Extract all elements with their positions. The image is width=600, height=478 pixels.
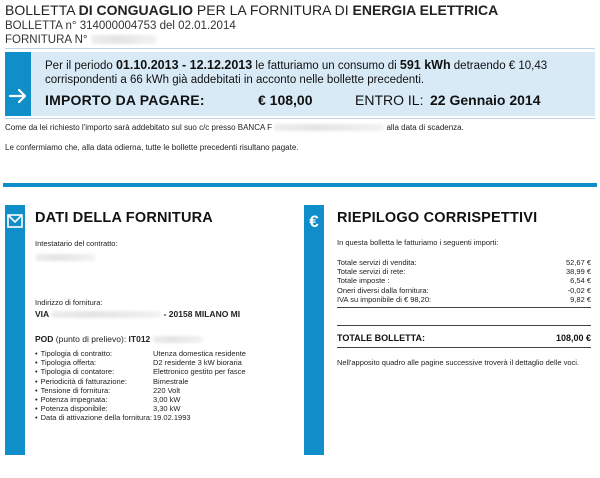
detail-label: • Tipologia di contatore:: [35, 367, 153, 376]
detail-value: 19.02.1993: [153, 413, 191, 423]
summary-footer-note: Nell'apposito quadro alle pagine successive troverà il dettaglio delle voci.: [337, 358, 579, 367]
detail-contract-type: [35, 349, 246, 358]
summary-side-bar: [304, 205, 324, 455]
detail-value: 220 Volt: [153, 385, 181, 395]
redacted-street: [51, 311, 161, 318]
summary-row-value: 52,67 €: [565, 258, 591, 267]
pod-sub-label: (punto di prelievo):: [53, 334, 129, 344]
section-divider-bar: [3, 183, 597, 187]
summary-row-other-charges: [337, 286, 591, 295]
redacted-holder-name: [35, 254, 95, 261]
detail-label: • Data di attivazione della fornitura:: [35, 413, 153, 422]
detail-label: • Potenza disponibile:: [35, 404, 153, 413]
redacted-supply-number: [91, 35, 157, 44]
bill-title: [5, 2, 595, 19]
deduction-text: detraendo € 10,43: [450, 60, 548, 72]
billing-period: 01.10.2013 - 12.12.2013: [115, 58, 253, 72]
redacted-bank-name: [274, 124, 384, 131]
summary-bottom-rule: [337, 347, 591, 348]
detail-label: • Tipologia offerta:: [35, 358, 153, 367]
notice-divider: [5, 118, 595, 119]
total-bill-row: [337, 333, 591, 343]
summary-row-vat: [337, 295, 591, 304]
debit-info-prefix: Come da lei richiesto l'importo sarà addebitato sul suo c/c presso BANCA F: [5, 123, 272, 132]
amount-due-row: [45, 92, 593, 110]
summary-row-network: [337, 267, 591, 276]
summary-title: RIEPILOGO CORRISPETTIVI: [337, 210, 538, 226]
consumption-text: [45, 58, 585, 87]
consumption-prefix: le fatturiamo un consumo di: [252, 60, 400, 72]
bill-header: [5, 2, 595, 47]
period-prefix: Per il periodo: [45, 60, 116, 72]
pod-label: POD: [35, 334, 54, 344]
summary-intro: In questa bolletta le fatturiamo i seguenti importi:: [337, 238, 499, 247]
detail-offer-type: [35, 358, 246, 367]
due-date-value: 22 Gennaio 2014: [430, 92, 541, 108]
summary-mid-rule: [337, 325, 591, 326]
summary-row-taxes: [337, 276, 591, 285]
summary-row-label: Totale imposte :: [337, 276, 390, 286]
detail-value: D2 residente 3 kW bioraria: [153, 358, 242, 368]
payment-notice-box: [5, 52, 595, 116]
consumption-value: 591 kWh: [399, 58, 451, 72]
supply-number-label: FORNITURA N°: [5, 34, 88, 46]
amount-due-label: IMPORTO DA PAGARE:: [45, 92, 205, 108]
pod-line: [35, 335, 203, 344]
total-bill-label: TOTALE BOLLETTA:: [337, 333, 425, 343]
address-city: - 20158 MILANO MI: [163, 309, 241, 319]
detail-committed-power: [35, 395, 246, 404]
header-divider: [5, 48, 595, 49]
detail-available-power: [35, 404, 246, 413]
notice-side-bar: [5, 52, 31, 116]
title-mid: PER LA FORNITURA DI: [193, 2, 353, 18]
debit-info-suffix: alla data di scadenza.: [386, 123, 464, 132]
supply-title: DATI DELLA FORNITURA: [35, 210, 213, 226]
summary-row-value: 9,82 €: [570, 294, 591, 304]
summary-row-value: 6,54 €: [570, 276, 591, 286]
detail-label: • Periodicità di fatturazione:: [35, 377, 153, 386]
title-bold-conguaglio: DI CONGUAGLIO: [78, 2, 194, 18]
summary-row-sales: [337, 258, 591, 267]
summary-top-rule: [337, 307, 591, 308]
detail-value: Bimestrale: [153, 376, 189, 386]
detail-value: 3,00 kW: [153, 395, 181, 405]
debit-info: [5, 123, 464, 132]
pod-value: IT012: [128, 334, 151, 344]
summary-row-value: -0,02 €: [567, 285, 591, 295]
detail-voltage: [35, 386, 246, 395]
detail-activation-date: [35, 413, 246, 422]
summary-row-label: IVA su imponibile di € 98,20:: [337, 294, 432, 304]
title-prefix: BOLLETTA: [5, 2, 79, 18]
summary-row-label: Totale servizi di vendita:: [337, 258, 417, 267]
arrow-right-icon: [8, 86, 28, 106]
payment-confirmation: Le confermiamo che, alla data odierna, tutte le bollette precedenti risultano pagate.: [5, 143, 299, 152]
supply-details-list: [35, 349, 246, 423]
deduction-detail: corrispondenti a 66 kWh già addebitati in acconto nelle bollette precedenti.: [45, 74, 425, 86]
detail-label: • Tipologia di contratto:: [35, 349, 153, 358]
detail-value: Elettronico gestito per fasce: [153, 367, 246, 377]
detail-billing-frequency: [35, 377, 246, 386]
address-prefix: VIA: [35, 309, 49, 319]
detail-meter-type: [35, 367, 246, 376]
holder-label: Intestatario del contratto:: [35, 239, 118, 248]
redacted-pod: [153, 336, 203, 343]
supply-side-bar: [5, 205, 25, 455]
due-date-label: ENTRO IL:: [355, 92, 424, 108]
summary-row-label: Totale servizi di rete:: [337, 267, 406, 277]
detail-label: • Potenza impegnata:: [35, 395, 153, 404]
detail-value: 3,30 kW: [153, 404, 181, 414]
bill-number: BOLLETTA n° 314000004753 del 02.01.2014: [5, 20, 236, 32]
euro-icon: €: [309, 212, 319, 231]
total-bill-value: 108,00 €: [555, 333, 591, 343]
summary-row-label: Oneri diversi dalla fornitura:: [337, 285, 429, 295]
supply-address: [35, 310, 240, 319]
detail-value: Utenza domestica residente: [153, 349, 246, 358]
summary-table: [337, 258, 591, 304]
address-label: Indirizzo di fornitura:: [35, 298, 103, 307]
supply-number: [5, 33, 595, 47]
title-bold-energia: ENERGIA ELETTRICA: [352, 2, 499, 18]
amount-due-value: € 108,00: [258, 92, 313, 108]
summary-row-value: 38,99 €: [565, 267, 591, 277]
document-icon: [7, 214, 23, 228]
detail-label: • Tensione di fornitura:: [35, 386, 153, 395]
